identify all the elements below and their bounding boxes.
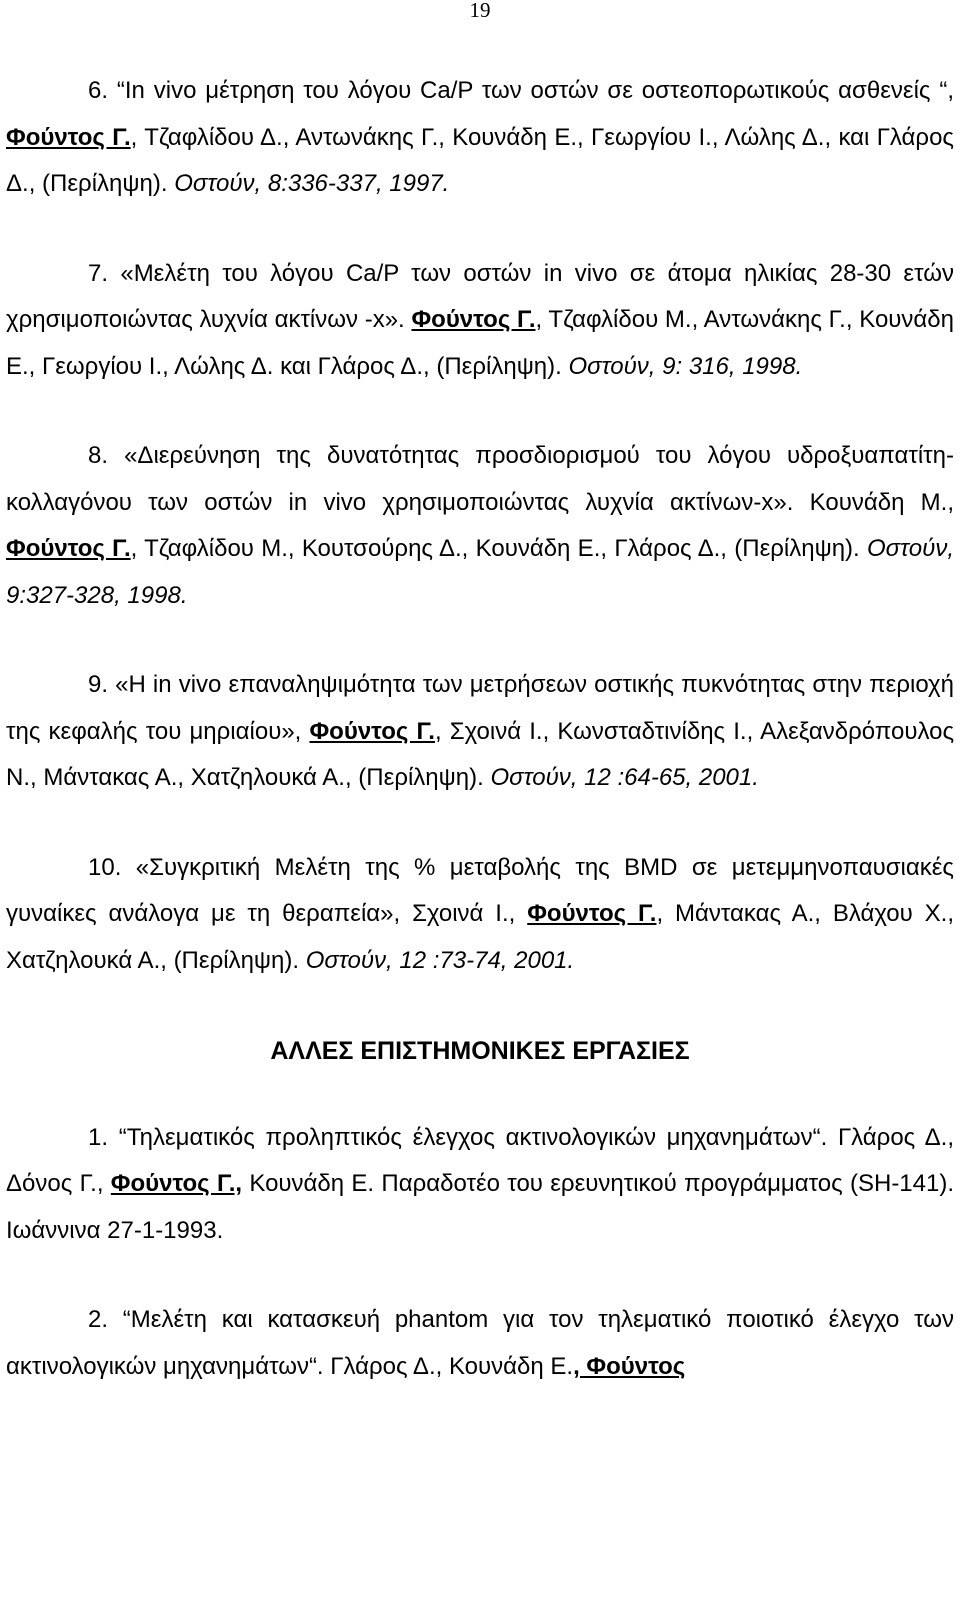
document-body	[6, 68, 954, 1390]
highlighted-author: Φούντος Γ.,	[110, 1170, 243, 1197]
publication-entry	[6, 662, 954, 802]
entry-authors: , Σχοινά Ι., Κωνσταδτινίδης Ι., Αλεξανδρόπουλος Ν., Μάντακας Α., Χατζηλουκά Α., (Περίληψη).	[6, 717, 955, 791]
highlighted-author: Φούντος Γ.	[527, 900, 657, 927]
entry-journal: Οστούν, 9:327-328, 1998.	[6, 535, 955, 609]
entry-details: Κουνάδη Ε. Παραδοτέο του ερευνητικού προγράμματος (SH-141). Ιωάννινα 27-1-1993.	[6, 1170, 955, 1244]
entry-number: 2.	[88, 1306, 109, 1333]
entry-title: “In vivo μέτρηση του λόγου Ca/P των οστών σε οστεοπορωτικούς ασθενείς “,	[116, 77, 955, 104]
entry-journal: Οστούν, 12 :64-65, 2001.	[490, 764, 759, 791]
entry-number: 9.	[88, 671, 109, 698]
entry-title: «Η in vivo επαναληψιμότητα των μετρήσεων οστικής πυκνότητας στην περιοχή της κεφαλής του μηριαίου»,	[6, 671, 955, 745]
entry-authors: , Τζαφλίδου Μ., Αντωνάκης Γ., Κουνάδη Ε., Γεωργίου Ι., Λώλης Δ. και Γλάρος Δ., (Περίληψη).	[6, 306, 955, 380]
publication-entry	[6, 845, 954, 985]
entry-authors: , Μάντακας Α., Βλάχου Χ., Χατζηλουκά Α., (Περίληψη).	[6, 900, 955, 974]
entry-title: «Διερεύνηση της δυνατότητας προσδιορισμού του λόγου υδροξυαπατίτη- κολλαγόνου των οστών in vivo χρησιμοποιώντας λυχνία ακτίνων-x». Κουνάδη Μ.,	[6, 442, 954, 516]
entry-number: 1.	[88, 1123, 109, 1151]
entry-journal: Οστούν, 9: 316, 1998.	[568, 352, 803, 380]
entry-journal: Οστούν, 12 :73-74, 2001.	[305, 946, 575, 974]
entry-journal: Οστούν, 8:336-337, 1997.	[174, 170, 450, 197]
publication-entry	[6, 433, 954, 619]
other-work-entry	[6, 1297, 954, 1390]
entry-title: «Μελέτη του λόγου Ca/P των οστών in vivo σε άτομα ηλικίας 28-30 ετών χρησιμοποιώντας λυχνία ακτίνων -x».	[6, 259, 955, 333]
entry-title: «Συγκριτική Μελέτη της % μεταβολής της BMD σε μετεμμηνοπαυσιακές γυναίκες ανάλογα με τη θεραπεία», Σχοινά Ι.,	[6, 853, 954, 927]
entry-authors: , Τζαφλίδου Δ., Αντωνάκης Γ., Κουνάδη Ε., Γεωργίου Ι., Λώλης Δ., και Γλάρος Δ., (Περίληψη).	[6, 123, 955, 197]
highlighted-author: Φούντος Γ.	[6, 535, 131, 562]
entry-title: “Τηλεματικός προληπτικός έλεγχος ακτινολογικών μηχανημάτων“. Γλάρος Δ., Δόνος Γ.,	[6, 1123, 954, 1197]
entry-number: 7.	[88, 259, 109, 287]
entry-number: 8.	[88, 442, 109, 469]
highlighted-author: , Φούντος	[573, 1352, 686, 1380]
other-work-entry	[6, 1115, 954, 1255]
entry-number: 6.	[88, 77, 109, 104]
highlighted-author: Φούντος Γ.	[309, 717, 435, 745]
highlighted-author: Φούντος Γ.	[411, 306, 536, 333]
highlighted-author: Φούντος Γ.	[6, 123, 131, 151]
publication-entry	[6, 251, 954, 391]
entry-title: “Μελέτη και κατασκευή phantom για τον τηλεματικό ποιοτικό έλεγχο των ακτινολογικών μηχανημάτων“. Γλάρος Δ., Κουνάδη Ε.	[6, 1306, 955, 1380]
entry-authors: , Τζαφλίδου Μ., Κουτσούρης Δ., Κουνάδη Ε., Γλάρος Δ., (Περίληψη).	[130, 535, 868, 562]
entry-number: 10.	[88, 853, 122, 881]
page-number: 19	[469, 0, 491, 22]
section-heading: ΑΛΛΕΣ ΕΠΙΣΤΗΜΟΝΙΚΕΣ ΕΡΓΑΣΙΕΣ	[270, 1037, 690, 1065]
publication-entry	[6, 68, 954, 208]
